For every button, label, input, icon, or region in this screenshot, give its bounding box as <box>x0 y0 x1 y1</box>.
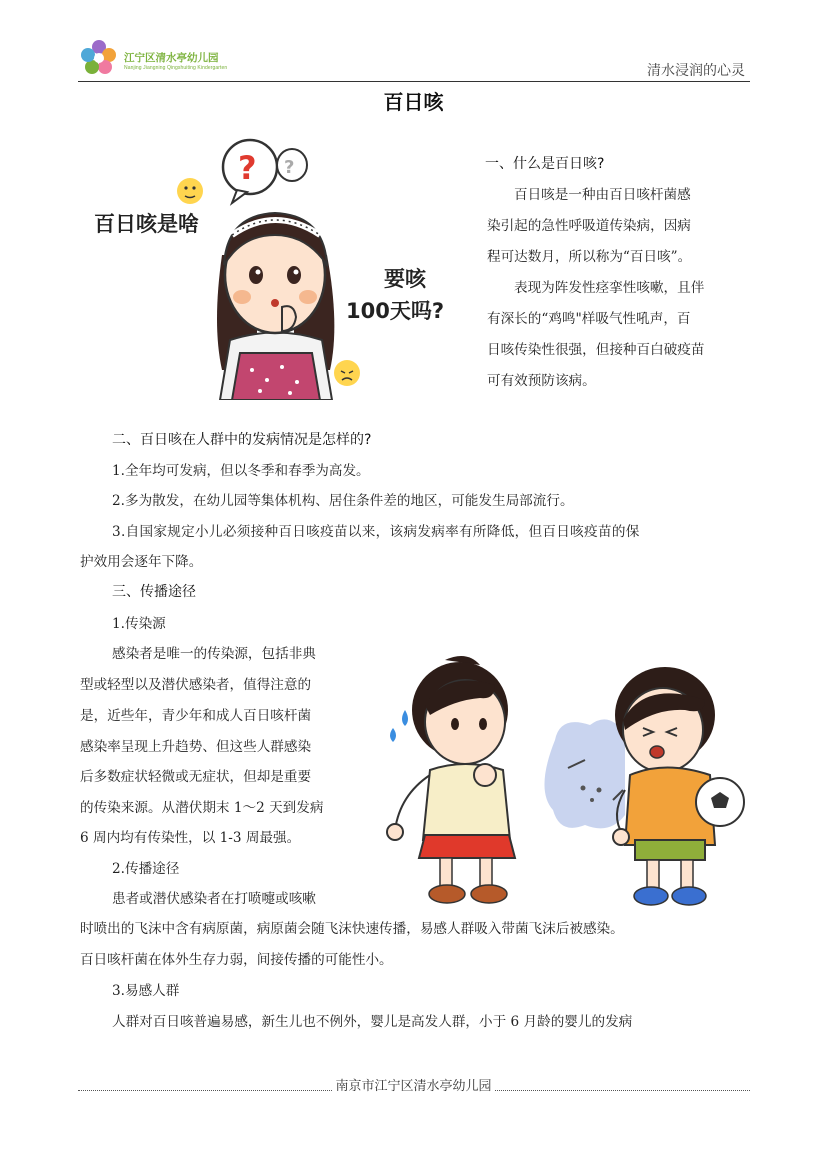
section3-subheading: 2.传播途径 <box>112 861 180 877</box>
section3-sub1-line: 的传染来源。从潜伏期末 1～2 天到发病 <box>80 800 324 816</box>
page-title: 百日咳 <box>383 90 444 114</box>
section3-sub1-line: 是，近些年，青少年和成人百日咳杆菌 <box>80 708 312 724</box>
section2-line: 3.自国家规定小儿必须接种百日咳疫苗以来，该病发病率有所降低，但百日咳疫苗的保 <box>112 524 640 540</box>
footer-label: 南京市江宁区清水亭幼儿园 <box>335 1079 492 1094</box>
footer-school-name <box>0 1075 827 1094</box>
section3-subheading: 3.易感人群 <box>112 983 180 999</box>
header-divider <box>78 81 750 82</box>
section2-line: 1.全年均可发病，但以冬季和春季为高发。 <box>112 463 370 479</box>
cough-question-line1: 要咳 <box>384 267 426 291</box>
section1-line: 百日咳是一种由百日咳杆菌感 <box>514 187 691 203</box>
logo-name: 江宁区清水亭幼儿园 <box>124 52 219 64</box>
cough-question-line2: 100天吗? <box>346 299 445 323</box>
section3-sub3-line: 人群对百日咳普遍易感，新生儿也不例外，婴儿是高发人群，小于 6 月龄的婴儿的发病 <box>112 1014 633 1030</box>
header-motto: 清水浸润的心灵 <box>647 63 745 79</box>
section3-heading: 三、传播途径 <box>112 584 196 600</box>
section1-line: 日咳传染性很强，但接种百白破疫苗 <box>487 342 705 358</box>
section3-sub2-line: 患者或潜伏感染者在打喷嚏或咳嗽 <box>112 891 316 907</box>
svg-text:?: ? <box>284 157 295 178</box>
section1-line: 染引起的急性呼吸道传染病，因病 <box>487 218 691 234</box>
kindergarten-logo-icon <box>80 38 118 76</box>
section2-line: 护效用会逐年下降。 <box>80 554 203 570</box>
section3-sub2-line: 时喷出的飞沫中含有病原菌，病原菌会随飞沫快速传播，易感人群吸入带菌飞沫后被感染。 <box>80 921 624 937</box>
section3-sub2-line: 百日咳杆菌在体外生存力弱，间接传播的可能性小。 <box>80 952 393 968</box>
section3-sub1-line: 感染率呈现上升趋势、但这些人群感染 <box>80 739 312 755</box>
section2-line: 2.多为散发，在幼儿园等集体机构、居住条件差的地区，可能发生局部流行。 <box>112 493 574 509</box>
coughing-children-illustration <box>385 640 753 912</box>
section3-sub1-line: 后多数症状轻微或无症状，但却是重要 <box>80 769 312 785</box>
girl-question-caption: 百日咳是啥 <box>94 212 199 236</box>
svg-text:?: ? <box>238 149 257 187</box>
logo-english-name: Nanjing Jiangning Qingshuiting Kindergarten <box>124 65 228 71</box>
section1-line: 有深长的“鸡鸣"样吸气性吼声，百 <box>487 311 691 327</box>
section1-heading: 一、什么是百日咳? <box>485 156 605 172</box>
section1-line: 可有效预防该病。 <box>487 373 596 389</box>
section3-sub1-line: 感染者是唯一的传染源，包括非典 <box>112 646 316 662</box>
section3-sub1-line: 型或轻型以及潜伏感染者，值得注意的 <box>80 677 312 693</box>
section3-subheading: 1.传染源 <box>112 616 166 632</box>
section2-heading: 二、百日咳在人群中的发病情况是怎样的? <box>112 432 372 448</box>
section1-line: 程可达数月，所以称为“百日咳”。 <box>487 249 692 265</box>
section1-line: 表现为阵发性痉挛性咳嗽，且伴 <box>514 280 705 296</box>
section3-sub1-line: 6 周内均有传染性，以 1-3 周最强。 <box>80 830 301 846</box>
